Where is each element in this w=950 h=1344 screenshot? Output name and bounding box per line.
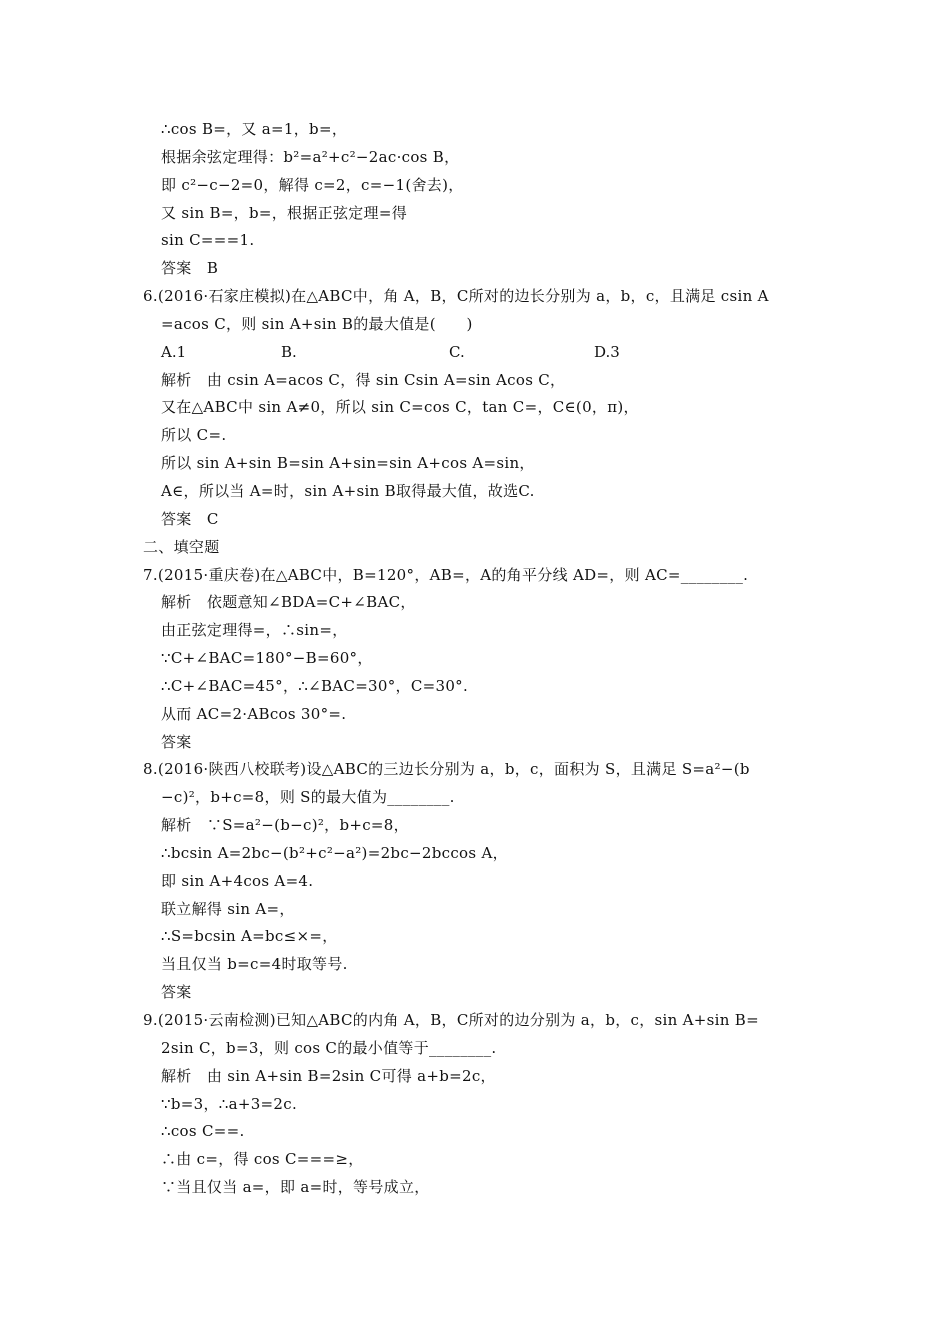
option-a: A.1 [161, 342, 187, 361]
text-line: ∴由 c=，得 cos C===≥， [161, 1150, 364, 1169]
answer-options [0, 339, 950, 367]
text-line: ∴cos B=，又 a=1，b=， [161, 120, 348, 138]
text-line: =acos C，则 sin A+sin B的最大值是( ) [161, 314, 473, 333]
text-line: 解析 由 sin A+sin B=2sin C可得 a+b=2c， [161, 1066, 496, 1085]
option-c: C. [449, 342, 465, 361]
question-line: 7.(2015·重庆卷)在△ABC中，B=120°，AB=，A的角平分线 AD=，则 AC=________. [143, 565, 749, 584]
question-line: 9.(2015·云南检测)已知△ABC的内角 A，B，C所对的边分别为 a，b，c，sin A+sin B= [143, 1011, 759, 1029]
text-line: 解析 由 csin A=acos C，得 sin Csin A=sin Acos C， [161, 370, 566, 389]
text-line: 从而 AC=2·ABcos 30°=. [161, 704, 347, 723]
text-line: ∴S=bcsin A=bc≤×=， [161, 927, 338, 946]
text-line: 答案 B [161, 259, 219, 278]
question-line: 8.(2016·陕西八校联考)设△ABC的三边长分别为 a，b，c，面积为 S，且满足 S=a²−(b [143, 760, 750, 779]
text-line: 当且仅当 b=c=4时取等号. [161, 955, 348, 974]
text-line: 由正弦定理得=，∴sin=， [161, 621, 348, 640]
text-line: 联立解得 sin A=， [161, 899, 295, 918]
text-line: 根据余弦定理得：b²=a²+c²−2ac·cos B， [161, 147, 460, 166]
option-d: D.3 [594, 342, 620, 361]
question-line: 6.(2016·石家庄模拟)在△ABC中，角 A，B，C所对的边长分别为 a，b，c，且满足 csin A [143, 287, 769, 306]
text-line: 解析 依题意知∠BDA=C+∠BAC， [161, 593, 416, 612]
text-line: −c)²，b+c=8，则 S的最大值为________. [161, 788, 455, 807]
text-line: 所以 C=. [161, 426, 227, 445]
document-body [0, 116, 950, 1202]
text-line: 答案 C [161, 509, 219, 528]
text-line: 即 sin A+4cos A=4. [161, 871, 314, 890]
text-line: 答案 [161, 983, 192, 1002]
option-b: B. [281, 342, 297, 361]
text-line: 又 sin B=，b=，根据正弦定理=得 [161, 203, 408, 222]
text-line: 所以 sin A+sin B=sin A+sin=sin A+cos A=sin， [161, 454, 535, 473]
text-line: ∵当且仅当 a=，即 a=时，等号成立， [161, 1178, 430, 1197]
text-line: ∴cos C==. [161, 1122, 245, 1141]
text-line: ∴C+∠BAC=45°，∴∠BAC=30°，C=30°. [161, 676, 469, 695]
text-line: sin C===1. [161, 231, 255, 250]
text-line: 又在△ABC中 sin A≠0，所以 sin C=cos C，tan C=，C∈(0，π)， [161, 398, 639, 417]
text-line: 答案 [161, 732, 192, 751]
section-heading: 二、填空题 [143, 537, 220, 556]
text-line: 即 c²−c−2=0，解得 c=2，c=−1(舍去)， [161, 175, 464, 194]
text-line: ∵b=3，∴a+3=2c. [161, 1094, 298, 1113]
text-line: 解析 ∵S=a²−(b−c)²，b+c=8， [161, 816, 409, 835]
text-line: 2sin C，b=3，则 cos C的最小值等于________. [161, 1038, 497, 1057]
text-line: ∵C+∠BAC=180°−B=60°， [161, 649, 373, 668]
text-line: ∴bcsin A=2bc−(b²+c²−a²)=2bc−2bccos A， [161, 843, 508, 862]
text-line: A∈，所以当 A=时，sin A+sin B取得最大值，故选C. [161, 481, 535, 500]
